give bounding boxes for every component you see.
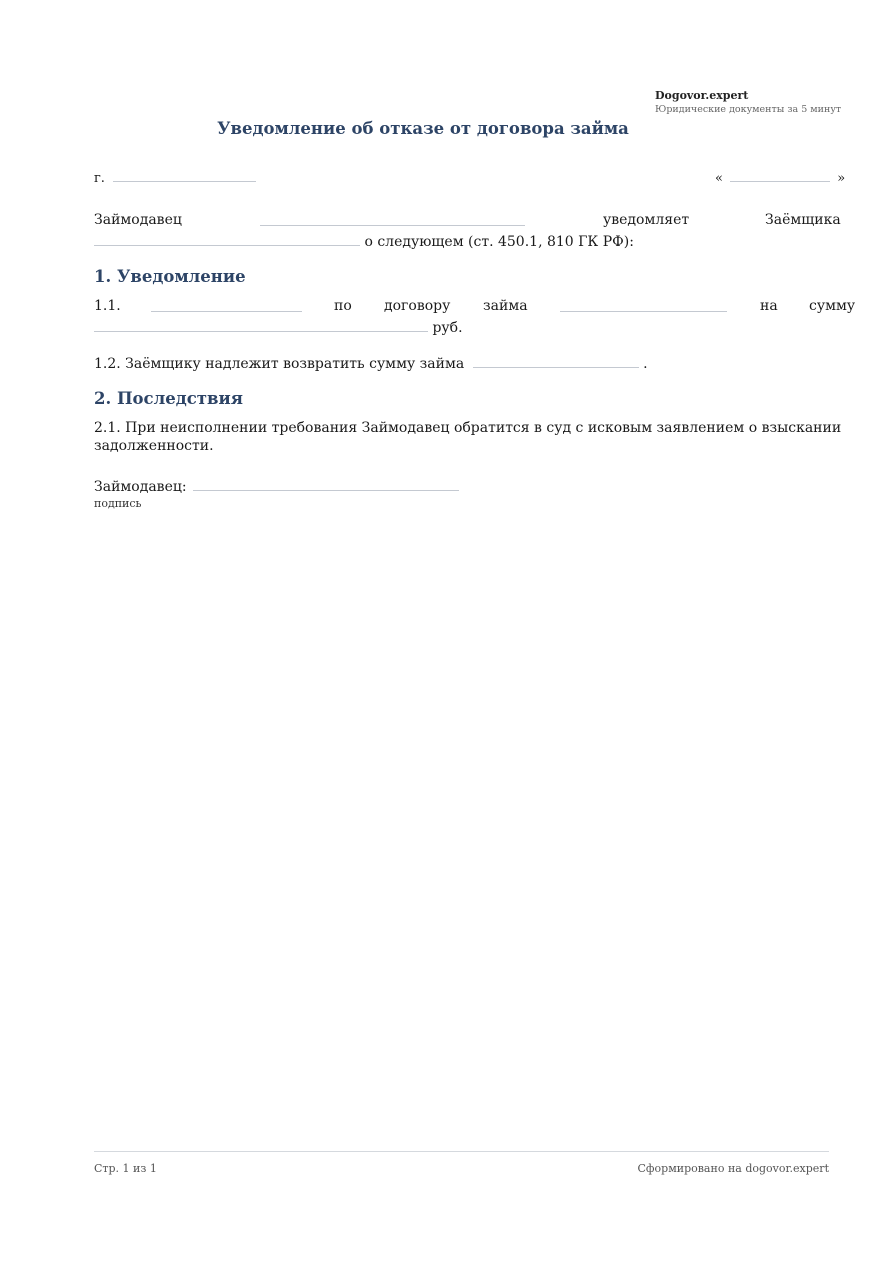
p11-tail: руб.	[432, 320, 463, 336]
p11-number: 1.1.	[94, 298, 121, 314]
p11-line-2	[94, 317, 463, 337]
brand-tagline: Юридические документы за 5 минут	[655, 104, 842, 115]
signature-blank[interactable]	[193, 476, 459, 491]
lender-name-blank[interactable]	[260, 211, 525, 226]
p11-amount-blank[interactable]	[94, 317, 428, 332]
signature-caption: подпись	[94, 497, 142, 510]
lender-name-field	[260, 211, 525, 231]
city-field	[94, 167, 256, 188]
city-blank[interactable]	[113, 167, 256, 182]
p12-tail: .	[643, 356, 648, 372]
p11-contract-field	[560, 297, 727, 317]
intro-line-2	[94, 231, 634, 251]
date-open-quote: «	[715, 171, 723, 186]
signature-line	[94, 476, 459, 496]
p11-action-blank[interactable]	[151, 297, 302, 312]
p12-paragraph	[94, 353, 648, 373]
p11-word-na: на	[760, 298, 778, 314]
p11-word-zaima: займа	[483, 298, 528, 314]
footer-page-number: Стр. 1 из 1	[94, 1162, 157, 1175]
date-field	[715, 167, 845, 188]
section-1-heading: 1. Уведомление	[94, 267, 246, 286]
document-title: Уведомление об отказе от договора займа	[217, 119, 629, 138]
p12-amount-blank[interactable]	[473, 353, 639, 368]
p11-contract-blank[interactable]	[560, 297, 727, 312]
p12-text: 1.2. Заёмщику надлежит возвратить сумму займа	[94, 356, 465, 372]
intro-borrower-word: Заёмщика	[765, 212, 841, 228]
brand-name: Dogovor.expert	[655, 89, 749, 102]
section-2-heading: 2. Последствия	[94, 389, 243, 408]
brand-block	[655, 88, 841, 117]
p11-blank-1-field	[151, 297, 302, 317]
borrower-name-blank[interactable]	[94, 231, 360, 246]
date-close-quote: »	[837, 171, 846, 186]
intro-tail: о следующем (ст. 450.1, 810 ГК РФ):	[364, 234, 634, 250]
intro-notifies-word: уведомляет	[603, 212, 690, 228]
intro-lender-word: Займодавец	[94, 212, 182, 228]
p11-word-dogovoru: договору	[384, 298, 451, 314]
signature-label: Займодавец:	[94, 479, 187, 495]
footer-generated-note: Сформировано на dogovor.expert	[637, 1162, 829, 1175]
date-blank[interactable]	[730, 167, 830, 182]
p11-word-po: по	[334, 298, 352, 314]
footer-divider	[94, 1151, 829, 1152]
p21-paragraph: 2.1. При неисполнении требования Займодавец обратится в суд с исковым заявлением о взыскании задолженности.	[94, 420, 842, 454]
city-prefix: г.	[94, 171, 105, 186]
p11-word-summu: сумму	[809, 298, 856, 314]
